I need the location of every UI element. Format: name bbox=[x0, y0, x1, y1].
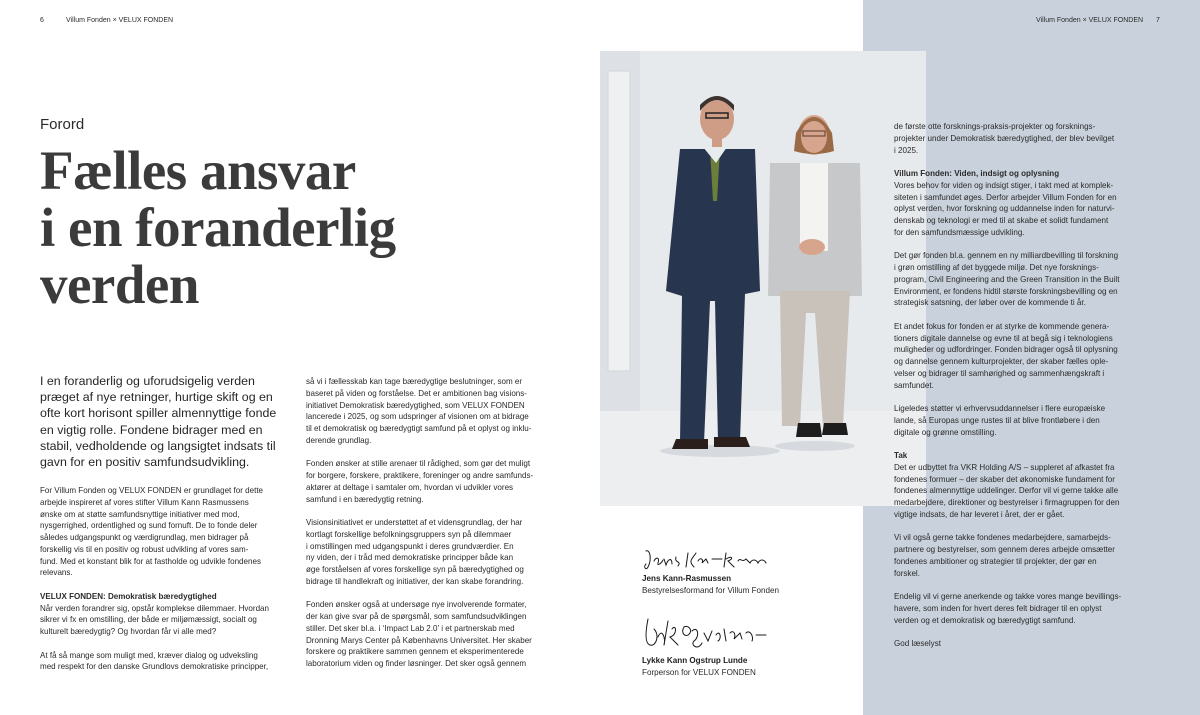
paragraph: Endelig vil vi gerne anerkende og takke vores mange bevillings- havere, som inden for hvert deres felt bidrager til en oplyst verden og et demokratisk og bæredygtigt samfund. bbox=[894, 592, 1122, 625]
title-line: Fælles ansvar bbox=[40, 140, 356, 201]
subheading: Tak bbox=[894, 451, 908, 460]
body-column-1 bbox=[40, 485, 292, 685]
title-line: i en foranderlig bbox=[40, 197, 396, 258]
left-page-number: 6 bbox=[40, 17, 44, 24]
paragraph: Ligeledes støtter vi erhvervsuddannelser i flere europæiske lande, så Europas unge rustes til at blive frontløbere i den digitale og grønne omstilling. bbox=[894, 404, 1106, 437]
signature-block bbox=[642, 545, 842, 596]
handwritten-signature bbox=[642, 545, 772, 573]
paragraph: Det gør fonden bl.a. gennem en ny milliardbevilling til forskning i grøn omstilling af det byggede miljø. Det nye forsknings- program, Civil Engineering and the Green Transition in the Built Environment, er fondens hidtil største forskningsbevilling og en strategisk satsning, der løber over de kommende ti år. bbox=[894, 251, 1120, 308]
section-kicker: Forord bbox=[40, 116, 85, 133]
left-running-header: Villum Fonden × VELUX FONDEN bbox=[66, 17, 174, 24]
paragraph: Villum Fonden: Viden, indsigt og oplysning Vores behov for viden og indsigt stiger, i takt med at komplek- siteten i samfundet øges. Derfor arbejder Villum Fonden for en oplyst verden, hvor forskning og uddannelse inden for naturvi- denskab og teknologi er med til at skabe et solidt fundament for den samfundsmæssige udvikling. bbox=[894, 168, 1150, 239]
title-line: verden bbox=[40, 254, 199, 315]
subheading: VELUX FONDEN: Demokratisk bæredygtighed bbox=[40, 591, 217, 601]
paragraph: så vi i fællesskab kan tage bæredygtige beslutninger, som er baseret på viden og forståelse. Det er ambitionen bag visions- initiativet Demokratisk bæredygtighed, som VELUX FONDEN lancerede i 2025, og som udspringer af visionen om at bidrage til et demokratisk og bæredygtigt samfund på et oplyst og inklu- derende grundlag. bbox=[306, 377, 532, 445]
signatory-name: Lykke Kann Ogstrup Lunde bbox=[642, 656, 748, 665]
article-title bbox=[40, 142, 560, 313]
paragraph: Vi vil også gerne takke fondenes medarbejdere, samarbejds- partnere og bestyrelser, som gennem deres arbejde omsætter fondenes ambitioner og strategier til projekter, der gør en forskel. bbox=[894, 533, 1115, 578]
signature-block bbox=[642, 615, 842, 678]
paragraph: Fonden ønsker at stille arenaer til rådighed, som gør det muligt for borgere, forskere, praktikere, foreninger og andre samfunds- aktører at deltage i samtaler om, hvordan vi udvikler vores samfund i en bæredygtig retning. bbox=[306, 459, 534, 504]
right-page-number: 7 bbox=[1156, 17, 1160, 24]
closing-line: God læselyst bbox=[894, 639, 941, 648]
paragraph: Fonden ønsker også at undersøge nye involverende formater, der kan give svar på de spørgsmål, som samfundsudviklingen stiller. Det sker bl.a. i ‘Impact Lab 2.0’ i et partnerskab med Dronning Marys Center på Københavns Universitet. Her skaber forskere og praktikere sammen gennem et eksperimenterede laboratorium viden og finder løsninger. Det sker også gennem bbox=[306, 600, 532, 668]
body-column-2 bbox=[306, 376, 560, 682]
paragraph: At få så mange som muligt med, kræver dialog og udveksling med respekt for den danske Grundlovs demokratiske principper, bbox=[40, 650, 269, 672]
body-column-3 bbox=[894, 121, 1150, 662]
signatory-role: Bestyrelsesformand for Villum Fonden bbox=[642, 585, 780, 595]
portrait-photo bbox=[600, 51, 926, 506]
paragraph: Et andet fokus for fonden er at styrke de kommende genera- tioners digitale dannelse og evne til at begå sig i teknologiens muligheder og udfordringer. Fonden bidrager også til oplysning og dannelse gennem kulturprojekter, der skaber fælles ople- velser og bidrager til samhørighed og sammenhængskraft i samfundet. bbox=[894, 321, 1118, 390]
photo-illustration bbox=[600, 51, 926, 506]
subheading: Villum Fonden: Viden, indsigt og oplysning bbox=[894, 169, 1060, 178]
handwritten-signature bbox=[642, 615, 772, 655]
paragraph: Tak Det er udbyttet fra VKR Holding A/S – suppleret af afkastet fra fondenes formuer – der skaber det økonomiske fundament for fondenes almennyttige uddelinger. Derfor vil vi gerne takke alle medarbejdere, direktioner og bestyrelser i firmagruppen for den vigtige indsats, de har leveret i året, der er gået. bbox=[894, 450, 1150, 521]
paragraph: Visionsinitiativet er understøttet af et vidensgrundlag, der har kortlagt forskellige befolkningsgruppers syn på dilemmaer i omstillingen med udgangspunkt i deres grundværdier. En ny viden, der i tråd med demokratiske principper både kan øge forståelsen af vores forskellige syn på bæredygtighed og bidrage til handlekraft og initiativer, der kan skabe forandring. bbox=[306, 518, 524, 586]
paragraph: VELUX FONDEN: Demokratisk bæredygtighed Når verden forandrer sig, opstår komplekse dilemmaer. Hvordan sikrer vi fx en omstilling, der både er miljømæssigt, socialt og kulturelt bæredygtig? Og hvordan får vi alle med? bbox=[40, 591, 292, 638]
paragraph: For Villum Fonden og VELUX FONDEN er grundlaget for dette arbejde inspireret af vores stifter Villum Kann Rasmussens ønske om at støtte samfundsnyttige initiativer med mod, nysgerrighed, ordentlighed og sund fornuft. De to fonde deler således udgangspunkt og værdigrundlag, men bidrager på forskellig vis til en positiv og robust udvikling af vores sam- fund. Med et konstant blik for at fastholde og udvikle fondenes relevans. bbox=[40, 486, 264, 578]
signatory-name: Jens Kann-Rasmussen bbox=[642, 574, 732, 583]
signatory-role: Forperson for VELUX FONDEN bbox=[642, 667, 756, 677]
paragraph: de første otte forsknings-praksis-projekter og forsknings- projekter under Demokratisk bæredygtighed, der blev bevilget i 2025. bbox=[894, 122, 1115, 155]
right-running-header: Villum Fonden × VELUX FONDEN bbox=[1036, 17, 1144, 24]
lead-paragraph: I en foranderlig og uforudsigelig verden præget af nye retninger, hurtige skift og en ofte kort horisont spiller almennyttige fonde en vigtig rolle. Fondene bidrager med en stabil, vedholdende og langsigtet indsats til gavn for en positiv samfundsudvikling. bbox=[40, 374, 277, 470]
